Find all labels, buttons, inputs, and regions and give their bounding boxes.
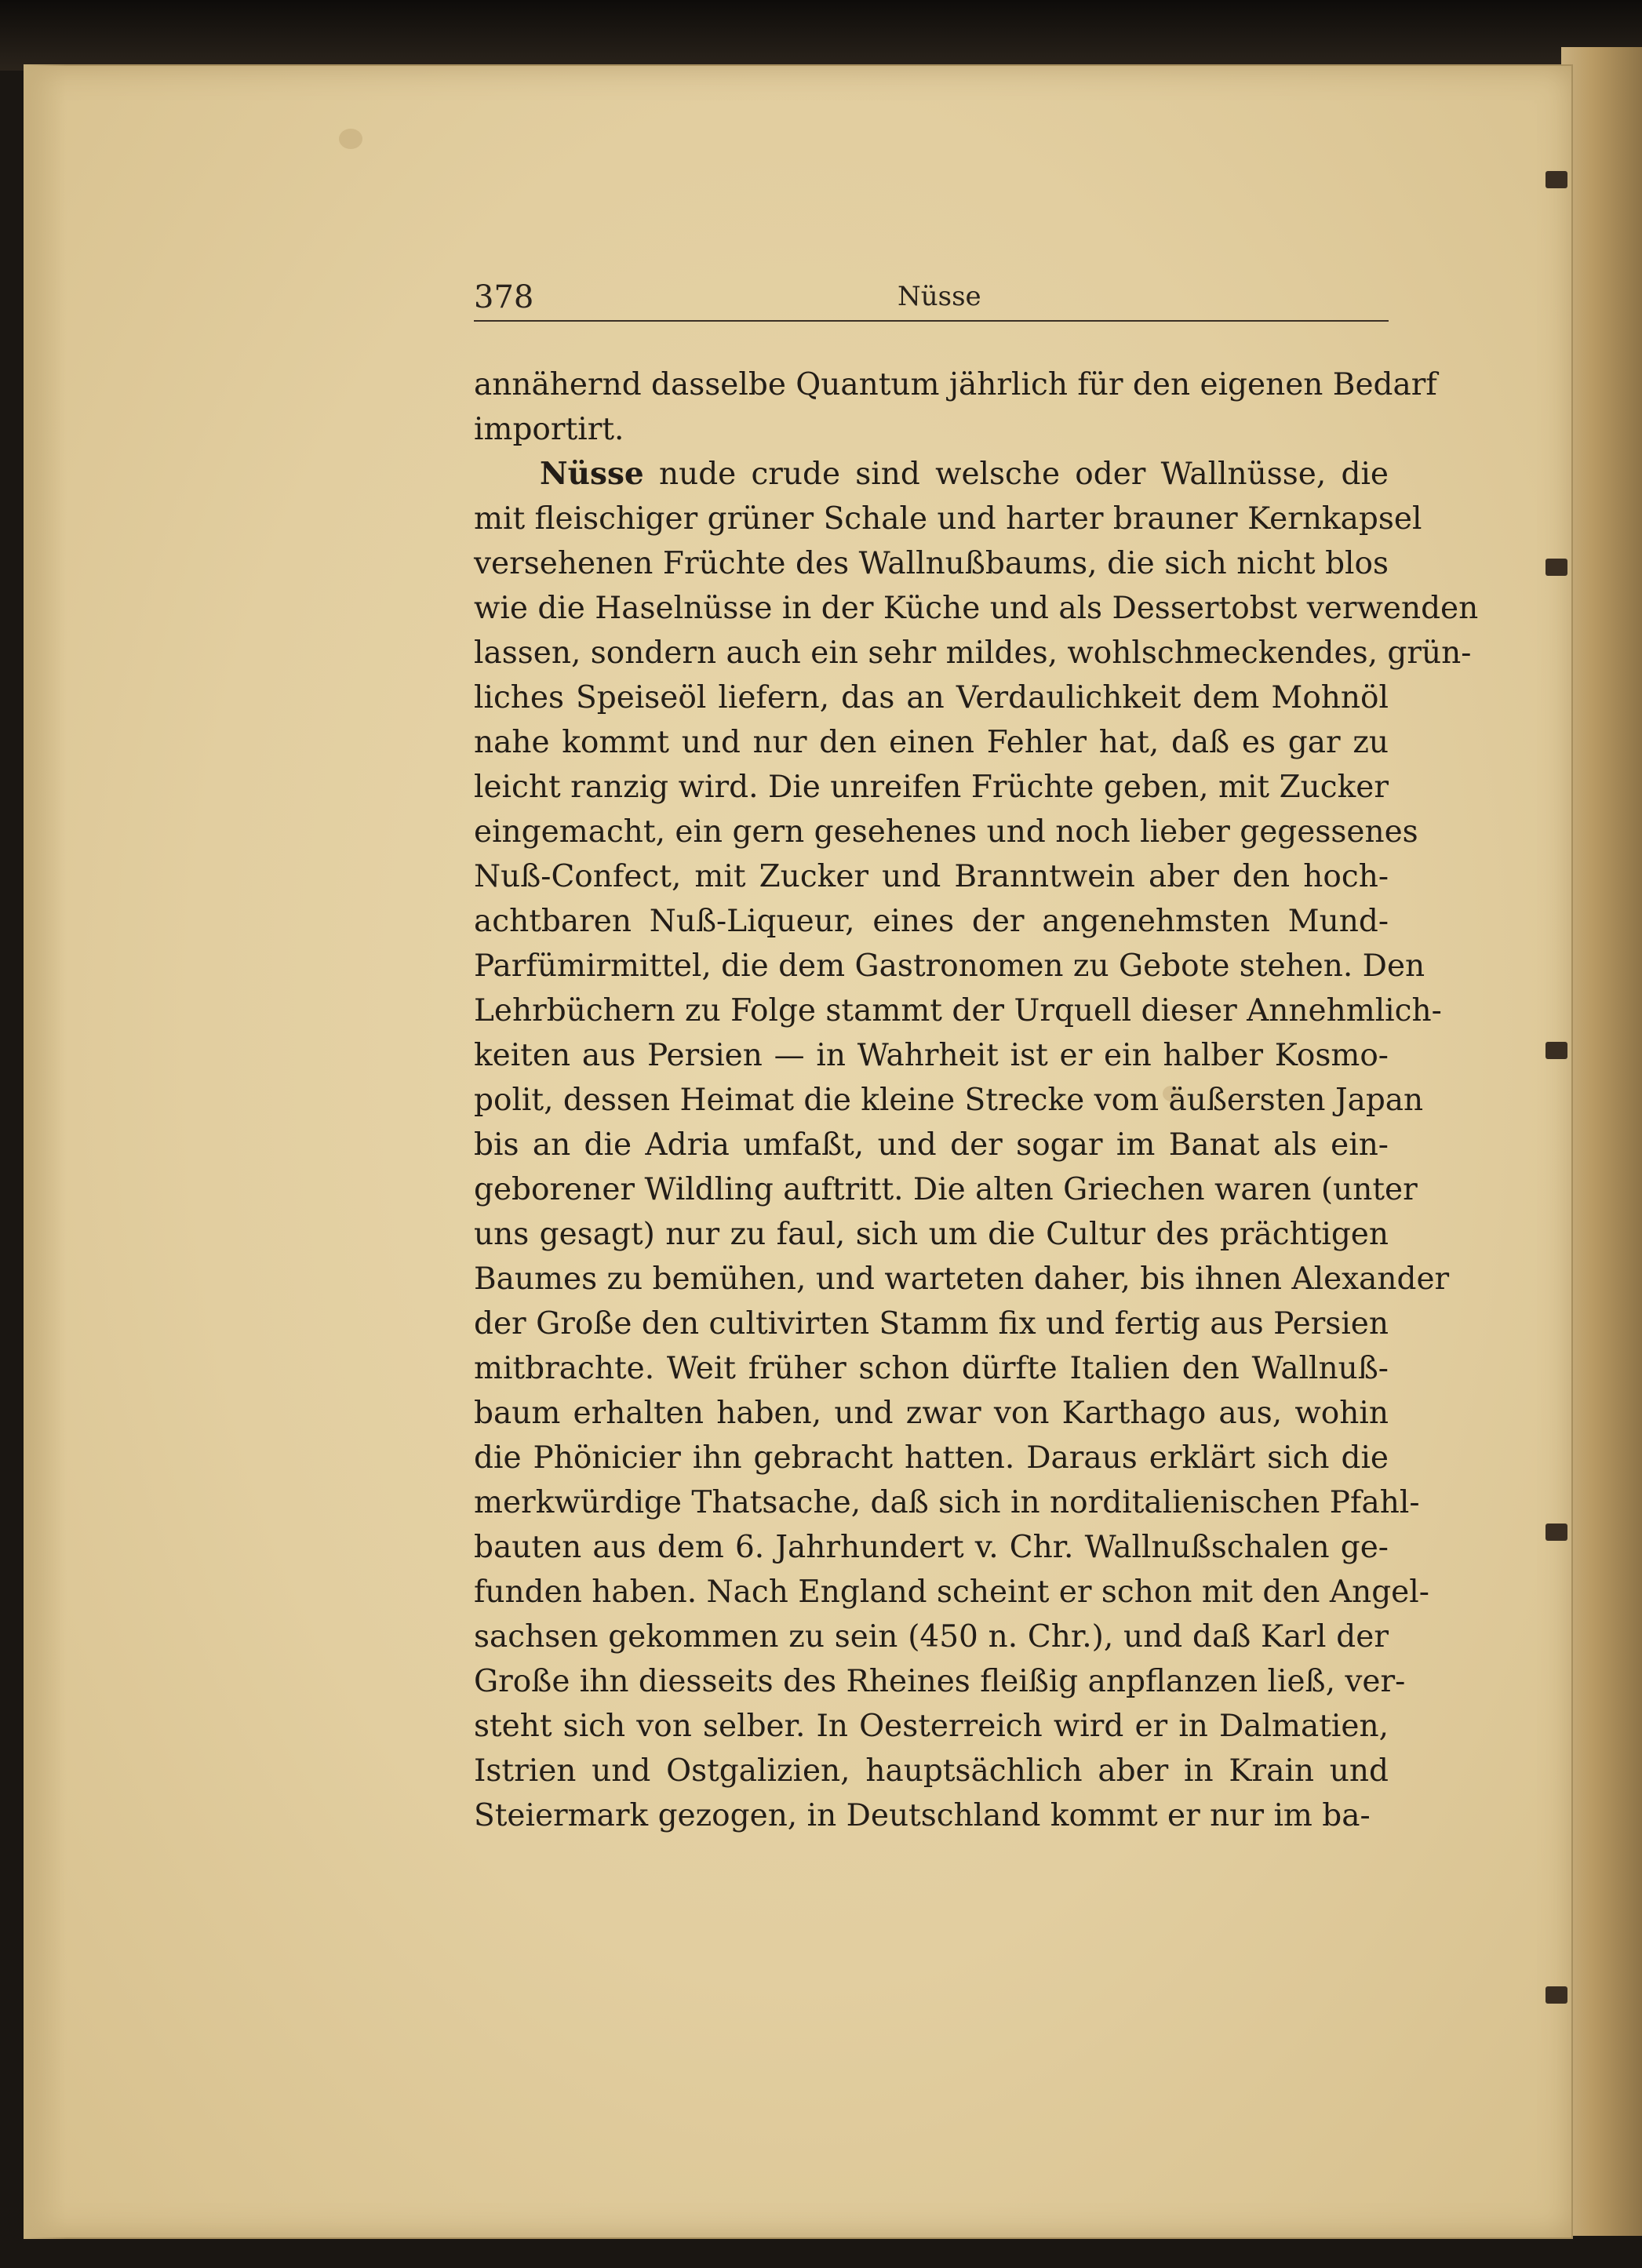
paper-stain — [339, 129, 362, 149]
text-line: bis an die Adria umfaßt, und der sogar im Banat als ein- — [474, 1127, 1389, 1163]
text-line: Istrien und Ostgalizien, hauptsächlich aber in Krain und — [474, 1753, 1389, 1789]
text-line: Parfümirmittel, die dem Gastronomen zu Gebote stehen. Den — [474, 948, 1425, 984]
text-line-rest: nude crude sind welsche oder Wallnüsse, die — [658, 457, 1389, 492]
text-line: sachsen gekommen zu sein (450 n. Chr.), und daß Karl der — [474, 1619, 1389, 1655]
binding-tab-marker — [1546, 1524, 1567, 1541]
text-line: eingemacht, ein gern gesehenes und noch lieber gegessenes — [474, 814, 1418, 850]
page-number: 378 — [474, 279, 534, 315]
text-line: der Große den cultivirten Stamm fix und fertig aus Persien — [474, 1306, 1389, 1342]
text-line: Baumes zu bemühen, und warteten daher, bis ihnen Alexander — [474, 1261, 1450, 1297]
text-line: polit, dessen Heimat die kleine Strecke vom äußersten Japan — [474, 1083, 1424, 1118]
text-line: uns gesagt) nur zu faul, sich um die Cultur des prächtigen — [474, 1217, 1389, 1252]
binding-tab-marker — [1546, 1042, 1567, 1059]
text-line: merkwürdige Thatsache, daß sich in norditalienischen Pfahl- — [474, 1485, 1420, 1520]
text-line: geborener Wildling auftritt. Die alten Griechen waren (unter — [474, 1172, 1418, 1207]
entry-headword: Nüsse — [540, 456, 644, 492]
binding-tab-marker — [1546, 1986, 1567, 2004]
text-line: Lehrbüchern zu Folge stammt der Urquell dieser Annehmlich- — [474, 993, 1442, 1028]
text-line — [474, 452, 1389, 497]
text-line: Nuß-Confect, mit Zucker und Branntwein aber den hoch- — [474, 859, 1389, 894]
page-gutter-shadow — [24, 64, 67, 2239]
body-text — [474, 362, 1479, 1838]
page-fold-right — [1561, 47, 1642, 2236]
text-line: bauten aus dem 6. Jahrhundert v. Chr. Wallnußschalen ge- — [474, 1530, 1389, 1565]
text-line: wie die Haselnüsse in der Küche und als Dessertobst verwenden — [474, 591, 1479, 626]
page-header — [474, 275, 1389, 322]
text-line: funden haben. Nach England scheint er schon mit den Angel- — [474, 1574, 1429, 1610]
text-line: lassen, sondern auch ein sehr mildes, wohlschmeckendes, grün- — [474, 635, 1472, 671]
text-line: leicht ranzig wird. Die unreifen Früchte geben, mit Zucker — [474, 770, 1389, 805]
text-line: baum erhalten haben, und zwar von Karthago aus, wohin — [474, 1396, 1389, 1431]
text-line: importirt. — [474, 412, 624, 447]
text-line: mitbrachte. Weit früher schon dürfte Italien den Wallnuß- — [474, 1351, 1389, 1386]
text-line: versehenen Früchte des Wallnußbaums, die sich nicht blos — [474, 546, 1389, 581]
text-line: annähernd dasselbe Quantum jährlich für den eigenen Bedarf — [474, 367, 1437, 402]
text-line: keiten aus Persien — in Wahrheit ist er ein halber Kosmo- — [474, 1038, 1389, 1073]
text-line: liches Speiseöl liefern, das an Verdaulichkeit dem Mohnöl — [474, 680, 1389, 715]
scan-background-top — [0, 0, 1642, 71]
text-line: die Phönicier ihn gebracht hatten. Daraus erklärt sich die — [474, 1440, 1389, 1476]
text-line: achtbaren Nuß-Liqueur, eines der angenehmsten Mund- — [474, 904, 1389, 939]
running-head: Nüsse — [897, 281, 981, 312]
binding-tab-marker — [1546, 171, 1567, 188]
text-line: steht sich von selber. In Oesterreich wird er in Dalmatien, — [474, 1709, 1389, 1744]
binding-tab-marker — [1546, 559, 1567, 576]
text-line: Große ihn diesseits des Rheines fleißig anpflanzen ließ, ver- — [474, 1664, 1406, 1699]
text-line: Steiermark gezogen, in Deutschland kommt er nur im ba- — [474, 1798, 1371, 1833]
text-line: nahe kommt und nur den einen Fehler hat, daß es gar zu — [474, 725, 1389, 760]
text-line: mit fleischiger grüner Schale und harter brauner Kernkapsel — [474, 501, 1422, 537]
